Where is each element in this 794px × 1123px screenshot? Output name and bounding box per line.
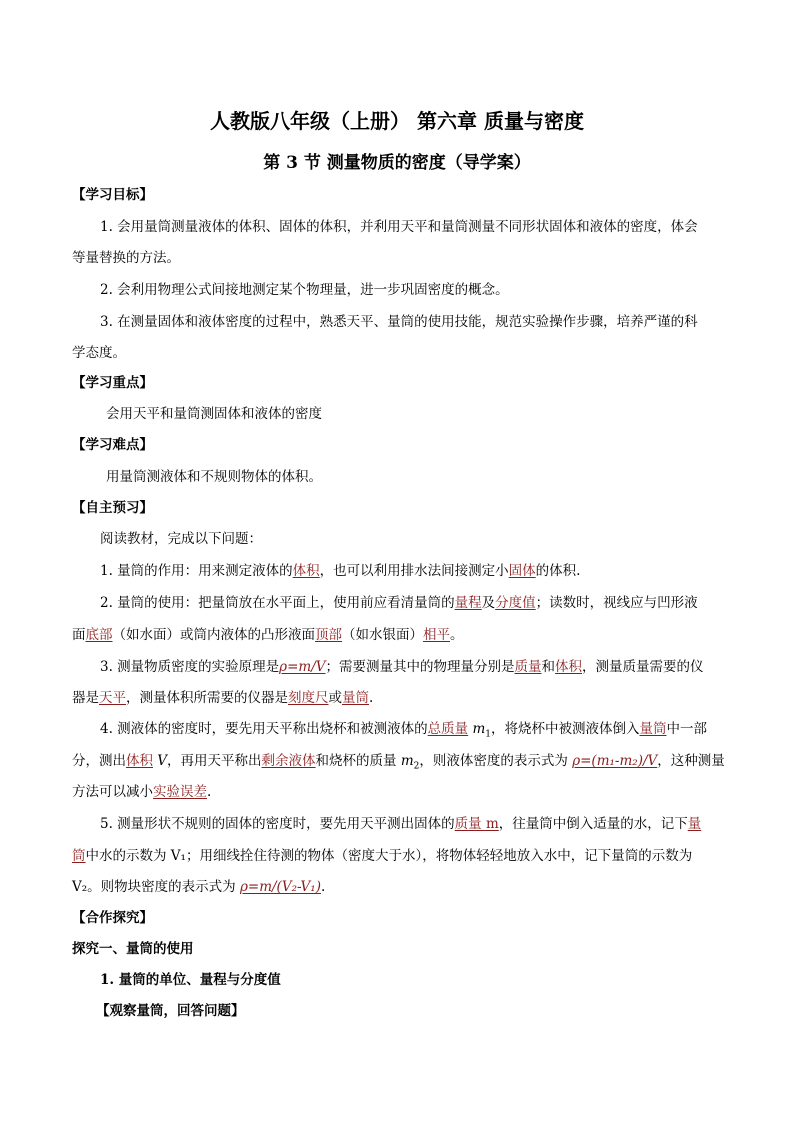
answer-blank: 量筒: [639, 721, 667, 737]
learning-goals-heading: 【学习目标】: [72, 187, 153, 203]
goal-2: 2. 会利用物理公式间接地测定某个物理量，进一步巩固密度的概念。: [100, 282, 509, 298]
goal-1-line-2: 等量替换的方法。: [72, 250, 180, 266]
document-title: 人教版八年级（上册） 第六章 质量与密度: [210, 109, 584, 133]
question-4-line-3: 方法可以减小实验误差.: [72, 784, 212, 800]
answer-blank: 实验误差: [153, 784, 207, 800]
key-points-heading: 【学习重点】: [72, 375, 153, 391]
answer-blank: 固体: [508, 563, 536, 579]
answer-formula: ρ=(m₁-m₂)/V: [572, 753, 658, 769]
answer-blank: 量程: [454, 595, 482, 611]
question-2-line-1: 2. 量筒的使用：把量筒放在水平面上，使用前应看清量筒的量程及分度值；读数时，视线应与凹形液: [100, 595, 698, 611]
question-4-line-1: 4. 测液体的密度时，要先用天平称出烧杯和被测液体的总质量 $m_1$，将烧杯中被测液体倒入量筒中一部: [100, 721, 708, 740]
question-3-line-2: 器是天平，测量体积所需要的仪器是刻度尺或量筒.: [72, 690, 374, 706]
difficulty-heading: 【学习难点】: [72, 437, 153, 453]
question-3-line-1: 3. 测量物质密度的实验原理是ρ=m/V；需要测量其中的物理量分别是质量和体积，测量质量需要的仪: [100, 659, 704, 675]
question-4-line-2: 分，测出体积 V，再用天平称出剩余液体和烧杯的质量 $m_2$，则液体密度的表示式为 ρ=(m₁-m₂)/V，这种测量: [72, 753, 725, 772]
answer-formula: ρ=m/V: [279, 659, 326, 675]
question-5-line-3: V₂。则物块密度的表示式为 ρ=m/(V₂-V₁).: [72, 879, 326, 895]
exploration-1-title: 探究一、量筒的使用: [72, 941, 194, 957]
question-5-line-2: 筒中水的示数为 V₁；用细线拴住待测的物体（密度大于水），将物体轻轻地放入水中，记下量筒的示数为: [72, 848, 693, 864]
key-points-text: 会用天平和量筒测固体和液体的密度: [106, 406, 322, 422]
exploration-1-subtitle: 1. 量筒的单位、量程与分度值: [100, 972, 281, 988]
answer-blank: 刻度尺: [288, 690, 329, 706]
answer-blank: 体积: [292, 563, 320, 579]
answer-blank: 总质量: [427, 721, 469, 737]
answer-blank: 筒: [72, 848, 86, 864]
answer-blank: 量筒: [342, 690, 369, 706]
answer-blank: 顶部: [315, 627, 342, 643]
answer-blank: 质量 m: [454, 816, 499, 832]
question-2-line-2: 面底部（如水面）或筒内液体的凸形液面顶部（如水银面）相平。: [72, 627, 464, 643]
goal-1-line-1: 1. 会用量筒测量液体的体积、固体的体积，并利用天平和量筒测量不同形状固体和液体的密度，体会: [100, 219, 698, 235]
answer-blank: 量: [687, 816, 702, 832]
difficulty-text: 用量筒测液体和不规则物体的体积。: [106, 469, 322, 485]
preview-heading: 【自主预习】: [72, 500, 153, 516]
answer-blank: 相平: [423, 627, 450, 643]
document-subtitle: 第 3 节 测量物质的密度（导学案）: [263, 153, 531, 173]
answer-blank: 天平: [99, 690, 126, 706]
answer-blank: 底部: [85, 627, 113, 643]
question-5-line-1: 5. 测量形状不规则的固体的密度时，要先用天平测出固体的质量 m，往量筒中倒入适量的水，记下量: [100, 816, 702, 832]
goal-3-line-1: 3. 在测量固体和液体密度的过程中，熟悉天平、量筒的使用技能，规范实验操作步骤，培养严谨的科: [100, 314, 698, 330]
answer-blank: 体积: [126, 753, 153, 769]
preview-intro: 阅读教材，完成以下问题：: [100, 531, 262, 547]
cooperation-heading: 【合作探究】: [72, 910, 153, 926]
question-1: 1. 量筒的作用：用来测定液体的体积，也可以利用排水法间接测定小固体的体积.: [100, 563, 581, 579]
answer-blank: 分度值: [495, 595, 536, 611]
answer-blank: 体积: [555, 659, 583, 675]
answer-formula: ρ=m/(V₂-V₁): [239, 879, 321, 895]
answer-blank: 剩余液体: [261, 753, 316, 769]
observe-heading: 【观察量筒，回答问题】: [96, 1003, 245, 1019]
answer-blank: 质量: [514, 659, 542, 675]
goal-3-line-2: 学态度。: [72, 345, 126, 361]
